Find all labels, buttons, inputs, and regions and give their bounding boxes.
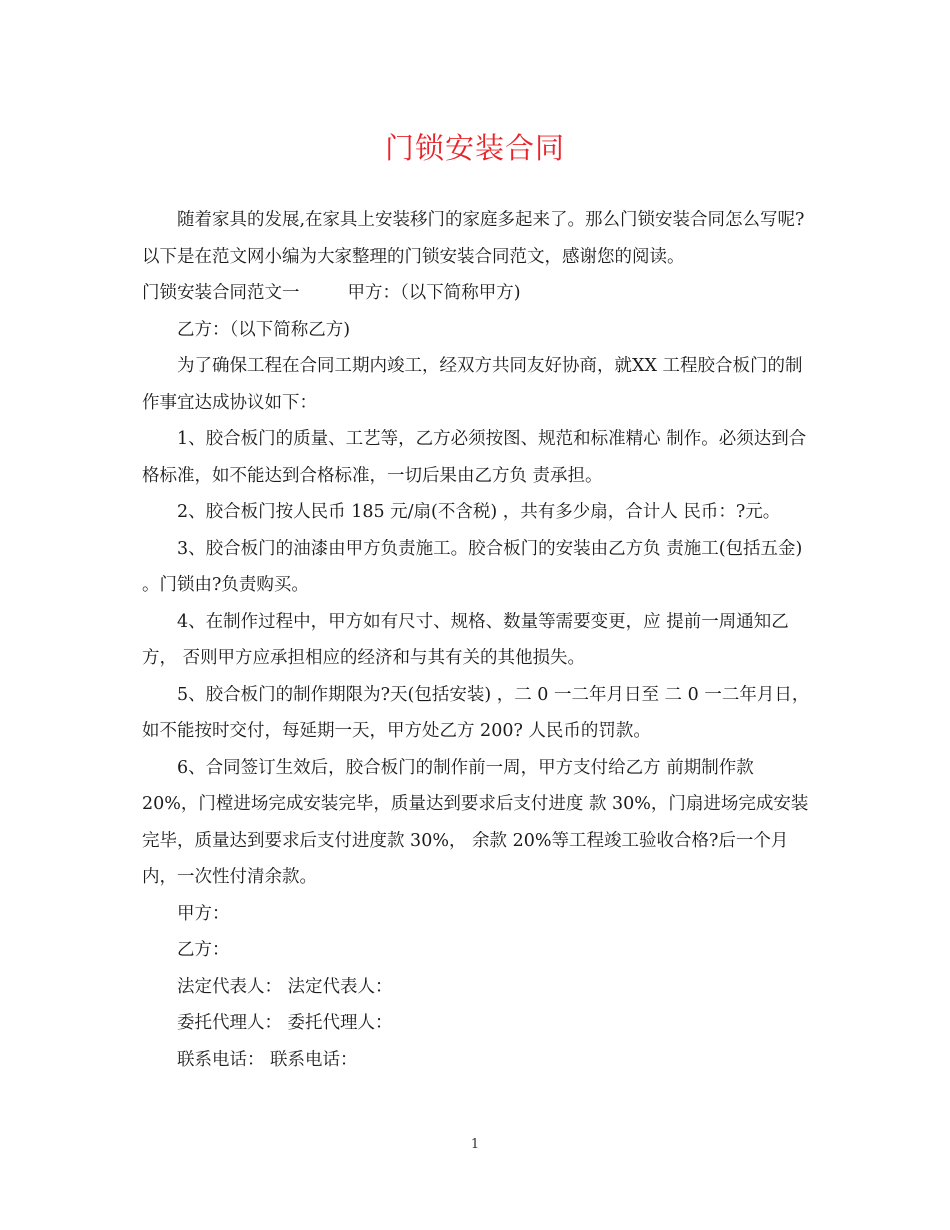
- clause-2: 2、胶合板门按人民币 185 元/扇(不含税) ，共有多少扇，合计人 民币：?元。: [177, 502, 781, 522]
- clause-3: 3、胶合板门的油漆由甲方负责施工。胶合板门的安装由乙方负 责施工(包括五金) 。门锁由?负责购买。: [142, 538, 803, 595]
- clause-5: 5、胶合板门的制作期限为?天(包括安装) ，二 0 一二年月日至 二 0 一二年月日，如不能按时交付，每延期一天，甲方处乙方 200? 人民币的罚款。: [142, 684, 810, 741]
- signature-party-b: 乙方：: [177, 940, 230, 960]
- page-number: 1: [470, 1137, 480, 1152]
- party-a-definition: 甲方：（以下简称甲方): [347, 283, 521, 303]
- document-body: [142, 202, 810, 1078]
- party-b-definition: 乙方：（以下简称乙方): [177, 319, 351, 340]
- signature-legal-rep: 法定代表人： 法定代表人：: [177, 976, 393, 997]
- sample-heading: 门锁安装合同范文一: [142, 283, 300, 303]
- sample-heading-line: [142, 275, 810, 312]
- intro-paragraph: 随着家具的发展,在家具上安装移门的家庭多起来了。那么门锁安装合同怎么写呢?以下是在范文网小编为大家整理的门锁安装合同范文，感谢您的阅读。: [142, 210, 805, 267]
- document-title: 门锁安装合同: [384, 131, 565, 165]
- clause-6: 6、合同签订生效后，胶合板门的制作前一周，甲方支付给乙方 前期制作款 20%，门樘进场完成安装完毕，质量达到要求后支付进度 款 30%，门扇进场完成安装完毕，质量达到要求后支付进度款 30%， 余款 20%等工程竣工验收合格?后一个月内，一次性付清余款。: [142, 757, 809, 887]
- clause-1: 1、胶合板门的质量、工艺等，乙方必须按图、规范和标准精心 制作。必须达到合格标准，如不能达到合格标准，一切后果由乙方负 责承担。: [142, 429, 807, 486]
- clause-4: 4、在制作过程中，甲方如有尺寸、规格、数量等需要变更，应 提前一周通知乙方， 否则甲方应承担相应的经济和与其有关的其他损失。: [142, 611, 789, 668]
- preamble-paragraph: 为了确保工程在合同工期内竣工，经双方共同友好协商，就XX 工程胶合板门的制作事宜达成协议如下：: [142, 356, 803, 413]
- signature-phone: 联系电话： 联系电话：: [177, 1049, 358, 1070]
- signature-agent: 委托代理人： 委托代理人：: [177, 1013, 393, 1033]
- signature-party-a: 甲方：: [177, 903, 230, 924]
